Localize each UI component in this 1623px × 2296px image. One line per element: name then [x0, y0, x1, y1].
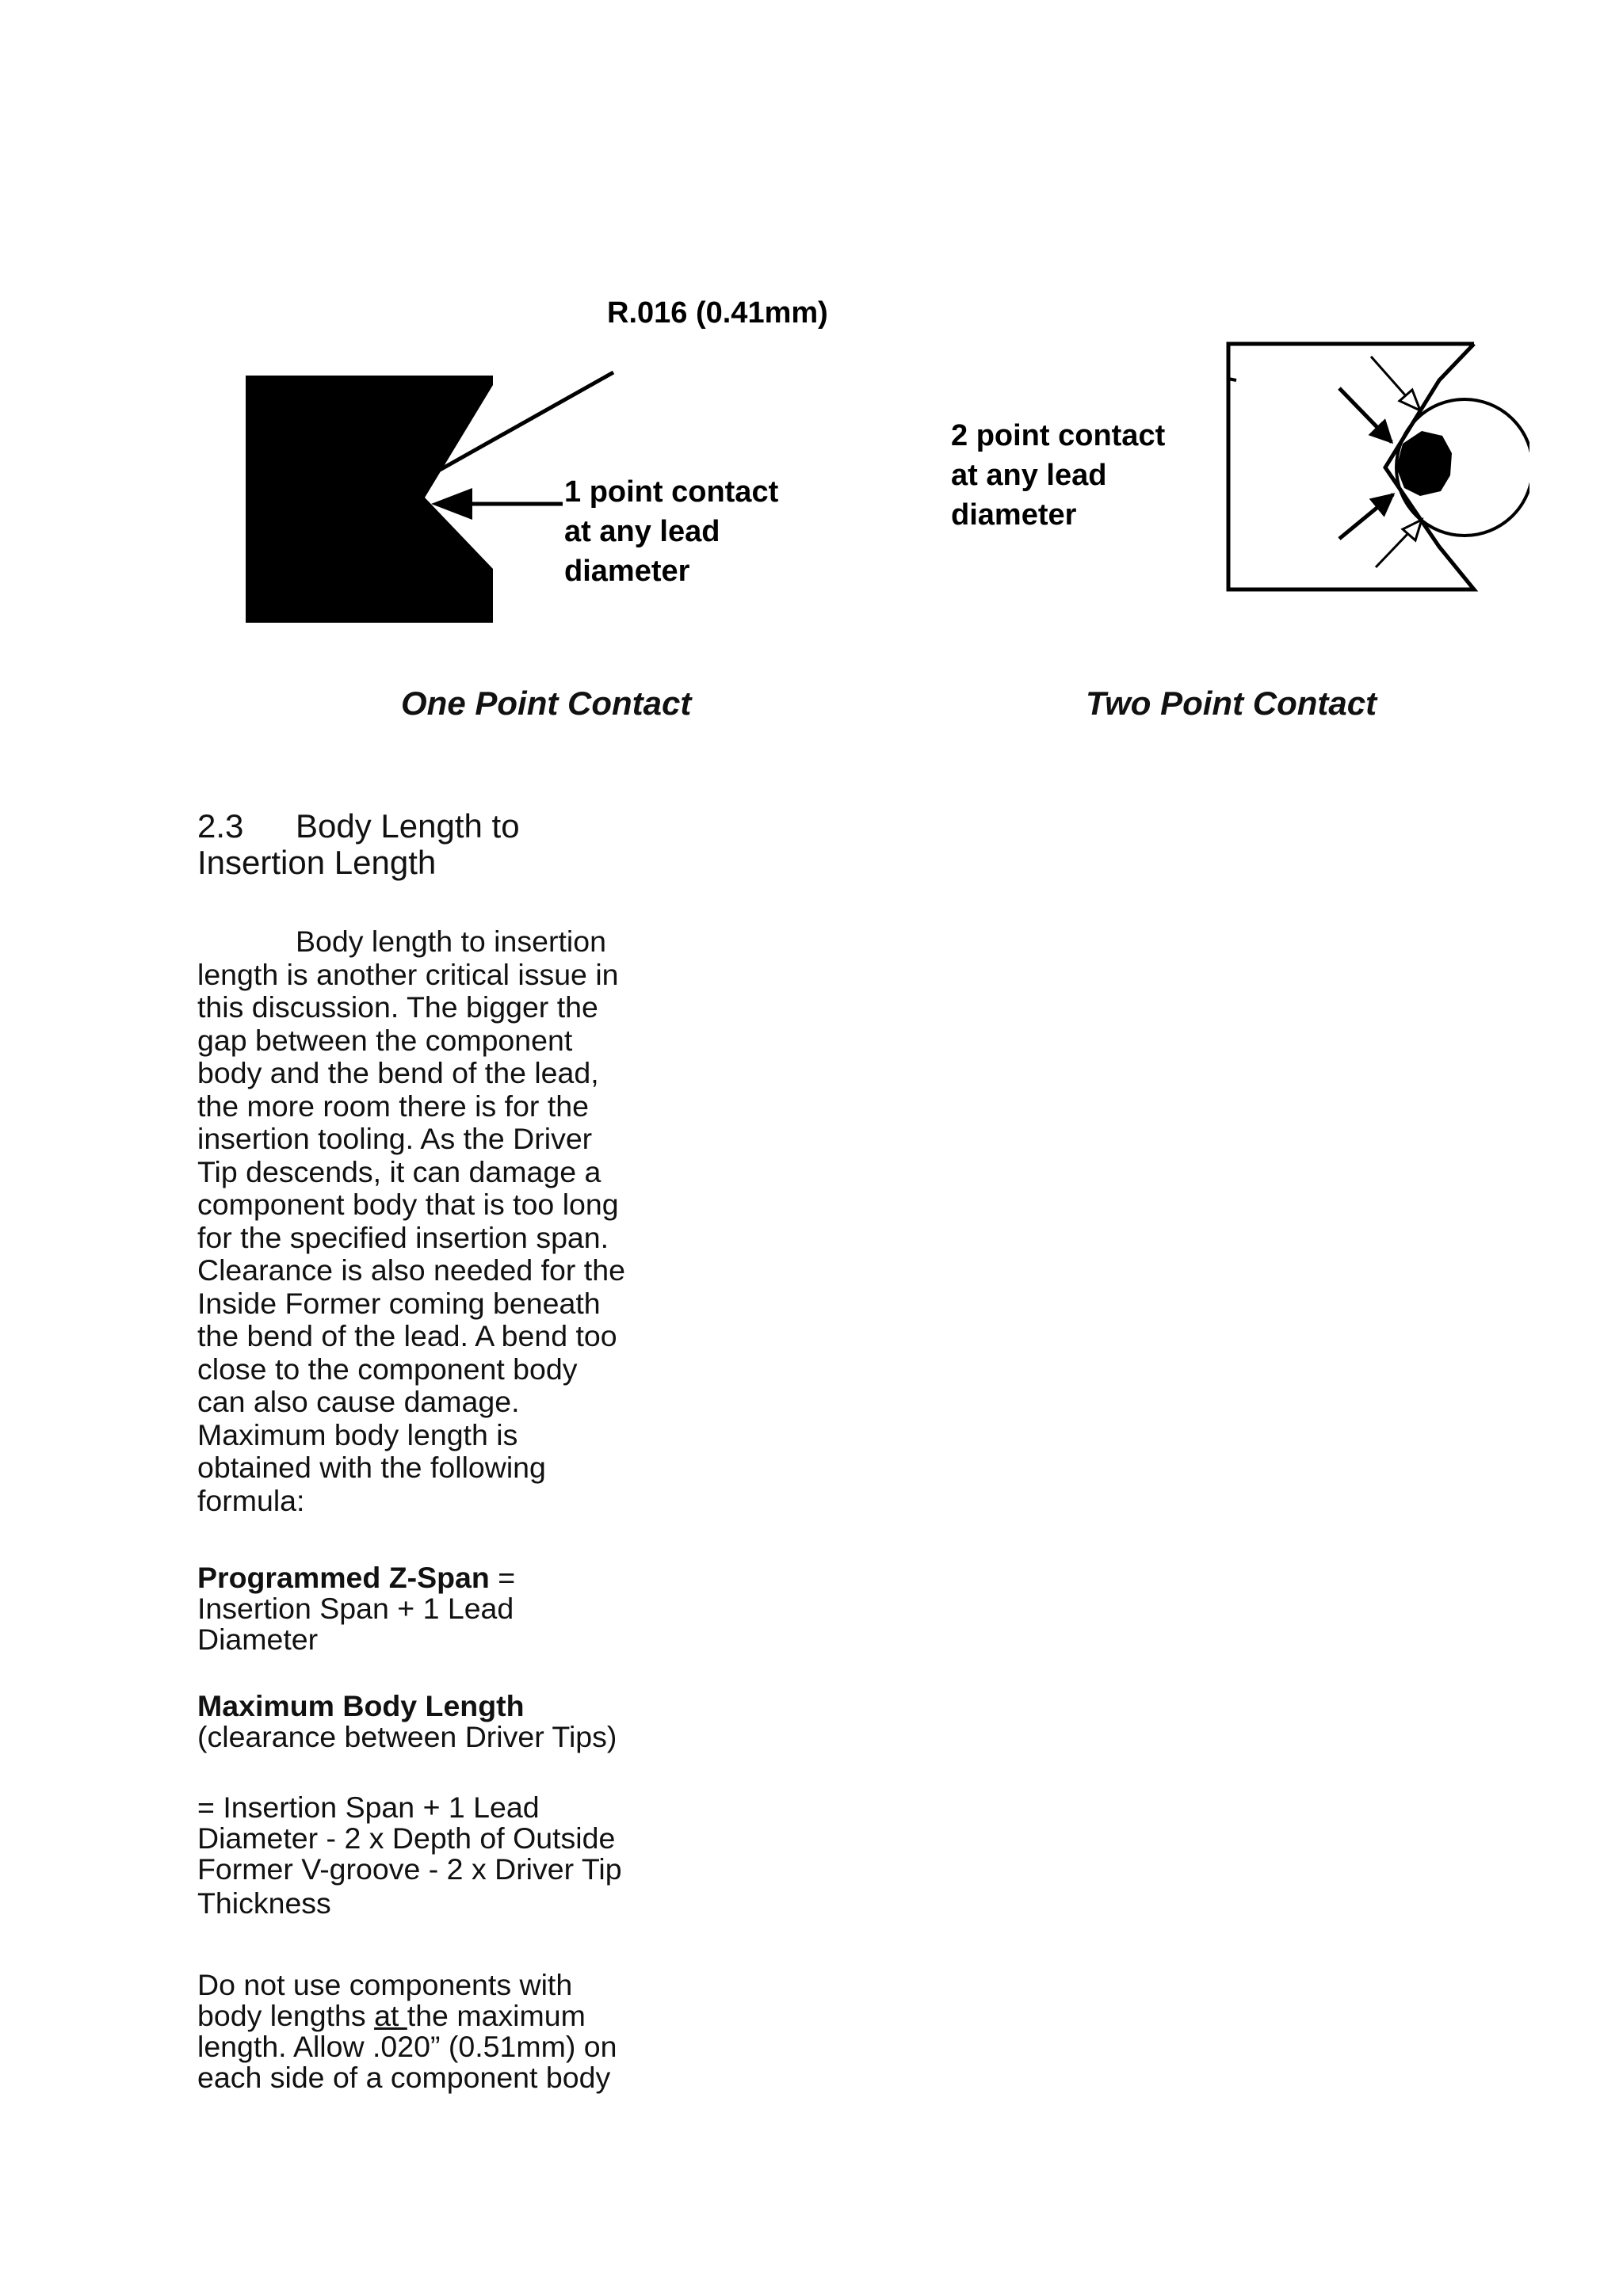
body-line: formula: [197, 1483, 305, 1517]
formula-line: = Insertion Span + 1 Lead [197, 1791, 540, 1824]
radius-label: R.016 (0.41mm) [607, 296, 828, 330]
formula-line: Diameter - 2 x Depth of Outside [197, 1821, 616, 1855]
formula-max-body-length [197, 1691, 617, 1753]
two-point-contact-diagram [1212, 333, 1529, 602]
two-point-annotation [951, 416, 1165, 535]
body-line: Maximum body length is [197, 1417, 518, 1451]
formula-z-span [197, 1562, 515, 1655]
body-line: insertion tooling. As the Driver [197, 1122, 593, 1155]
closing-line: length. Allow .020” (0.51mm) on [197, 2030, 617, 2063]
underlined-word: at [374, 1999, 407, 2032]
section-number: 2.3 [197, 807, 244, 845]
one-point-caption: One Point Contact [401, 685, 692, 722]
annotation-line: diameter [564, 555, 690, 588]
formula-note: (clearance between Driver Tips) [197, 1720, 617, 1753]
closing-paragraph [197, 1970, 617, 2093]
closing-line: body lengths at the maximum [197, 1999, 586, 2032]
body-line: Inside Former coming beneath [197, 1286, 601, 1320]
body-line: obtained with the following [197, 1451, 546, 1484]
annotation-line: 2 point contact [951, 419, 1166, 452]
body-line: this discussion. The bigger the [197, 990, 598, 1024]
body-line: length is another critical issue in [197, 957, 619, 991]
body-paragraph [197, 925, 625, 1517]
body-line: the bend of the lead. A bend too [197, 1319, 617, 1352]
body-line: component body that is too long [197, 1188, 619, 1221]
section-title-line: Body Length to [296, 807, 520, 845]
body-line: Body length to insertion [296, 925, 606, 958]
formula-line: Insertion Span + 1 Lead [197, 1592, 514, 1625]
formula-line: Thickness [197, 1886, 331, 1920]
closing-line: each side of a component body [197, 2061, 611, 2094]
body-line: Clearance is also needed for the [197, 1253, 625, 1287]
one-point-annotation [564, 472, 778, 591]
body-line: can also cause damage. [197, 1385, 520, 1418]
body-line: gap between the component [197, 1023, 573, 1057]
formula-max-body-length-expression [197, 1792, 622, 1919]
formula-equals: = [489, 1561, 516, 1594]
annotation-line: diameter [951, 498, 1077, 532]
annotation-line: at any lead [564, 515, 720, 548]
two-point-caption: Two Point Contact [1086, 685, 1377, 722]
lead-cross-section [1396, 431, 1452, 496]
body-line: Tip descends, it can damage a [197, 1154, 601, 1188]
closing-line: Do not use components with [197, 1968, 573, 2001]
formula-term: Programmed Z-Span [197, 1561, 490, 1594]
formula-line: Former V-groove - 2 x Driver Tip [197, 1852, 622, 1886]
formula-line: Diameter [197, 1623, 319, 1656]
section-heading [197, 808, 520, 881]
formula-term: Maximum Body Length [197, 1689, 525, 1722]
annotation-line: at any lead [951, 459, 1107, 492]
annotation-line: 1 point contact [564, 475, 779, 509]
body-line: for the specified insertion span. [197, 1220, 609, 1254]
section-title-line: Insertion Length [197, 844, 437, 881]
body-line: close to the component body [197, 1352, 578, 1386]
body-line: the more room there is for the [197, 1089, 589, 1123]
body-line: body and the bend of the lead, [197, 1056, 599, 1089]
